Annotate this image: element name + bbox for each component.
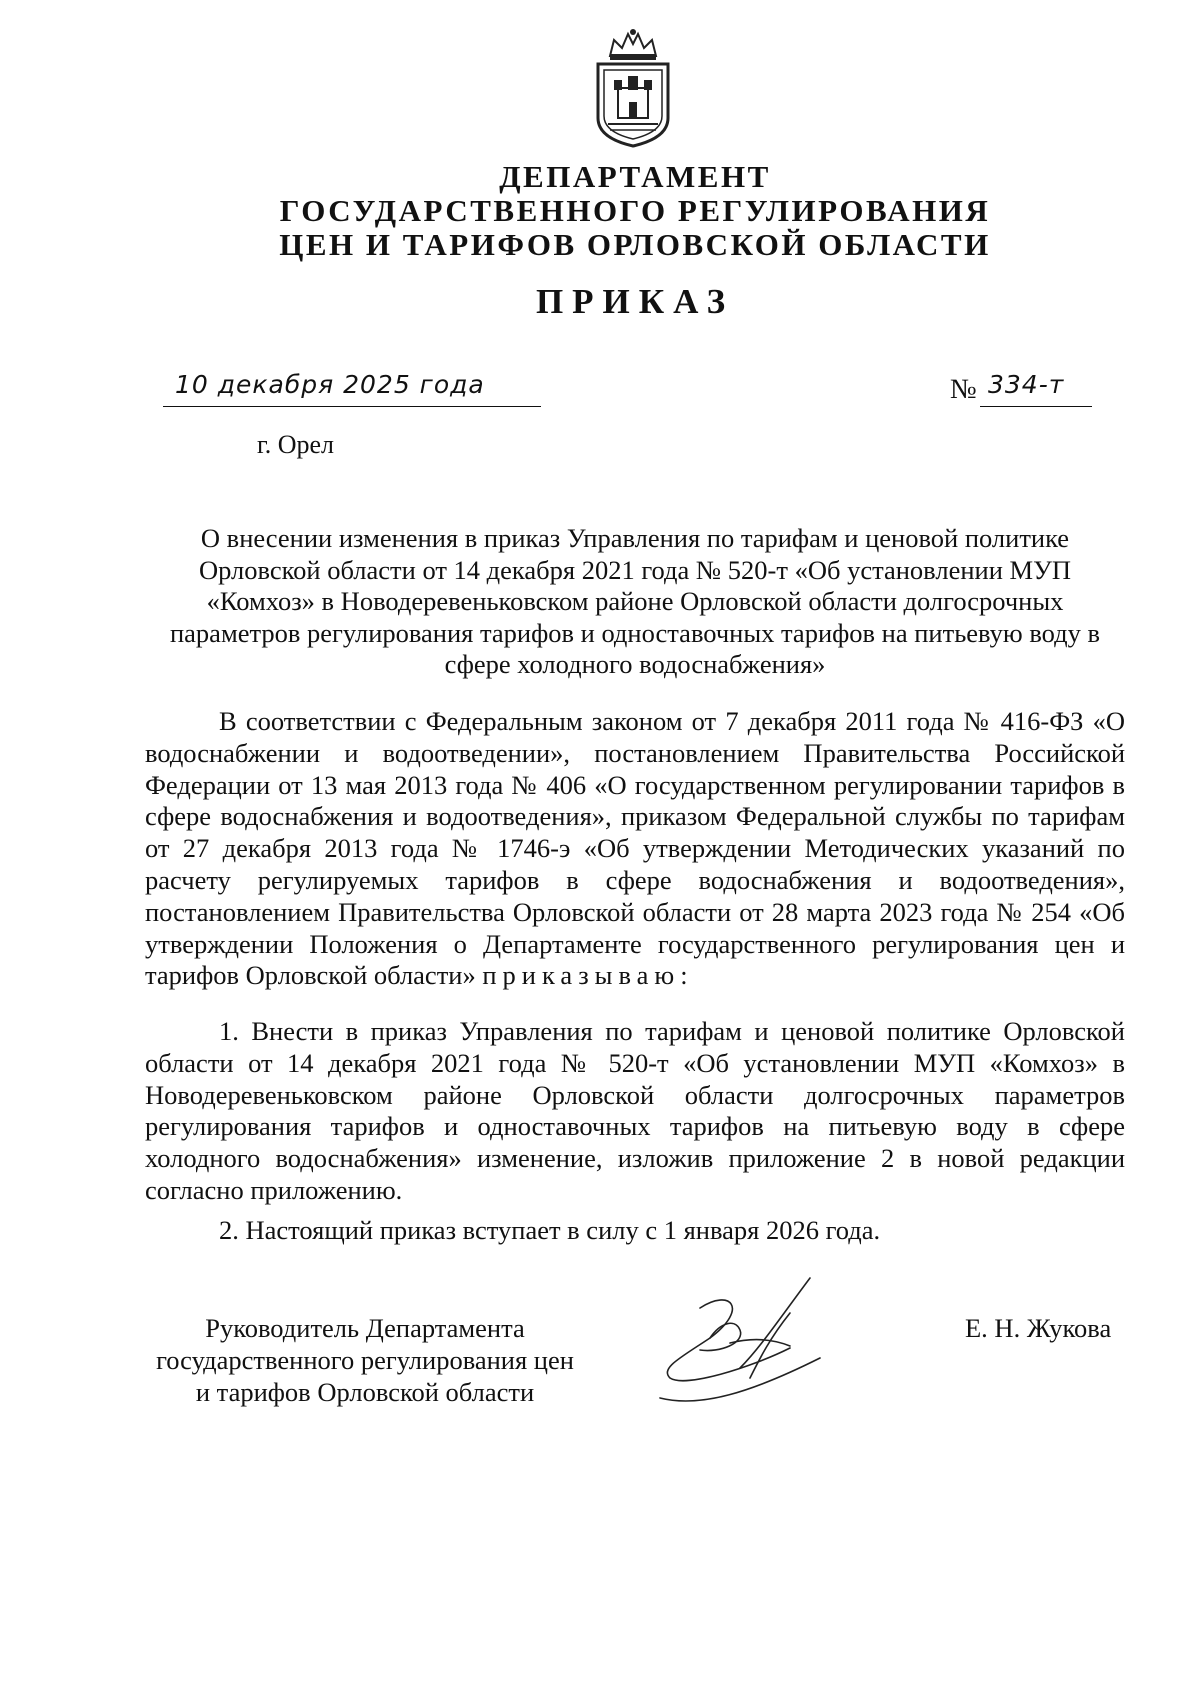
number-label: № — [950, 374, 977, 405]
city: г. Орел — [257, 430, 335, 459]
dept-line-3: ЦЕН И ТАРИФОВ ОРЛОВСКОЙ ОБЛАСТИ — [279, 227, 991, 262]
signatory-name: Е. Н. Жукова — [965, 1313, 1112, 1343]
position-line-2: государственного регулирования цен — [156, 1344, 574, 1375]
preamble-text: В соответствии с Федеральным законом от 7 декабря 2011 года № 416-ФЗ «О водоснабжении и водоотведении», постановлением Правительства Российской Федерации от 13 мая 2013 года № 406 «О государственном регулировании тарифов в сфере водоснабжения и водоотведения», приказом Федеральной службы по тарифам от 27 декабря 2013 года № 1746-э «Об утверждении Методических указаний по расчету регулируемых тарифов в сфере водоснабжения и водоотведения», постановлением Правительства Орловской области от 28 марта 2023 года № 254 «Об утверждении Положения о Департаменте государственного регулирования цен и тарифов Орловской области» — [145, 706, 1125, 991]
number-field — [980, 368, 1092, 407]
dept-line-2: ГОСУДАРСТВЕННОГО РЕГУЛИРОВАНИЯ — [279, 193, 991, 228]
coat-of-arms-icon — [588, 26, 678, 150]
position-line-3: и тарифов Орловской области — [195, 1376, 535, 1407]
dept-line-1: ДЕПАРТАМЕНТ — [499, 159, 771, 194]
preamble-paragraph — [145, 706, 1125, 992]
number-handwritten: 334-т — [988, 370, 1065, 399]
date-handwritten: 10 декабря 2025 года — [175, 370, 485, 399]
subject: О внесении изменения в приказ Управления по тарифам и ценовой политике Орловской области от 14 декабря 2021 года № 520-т «Об установлении МУП «Комхоз» в Новодеревеньковском районе Орловской области долгосрочных параметров регулирования тарифов и одноставочных тарифов на питьевую воду в сфере холодного водоснабжения» — [169, 523, 1101, 679]
document-title: ПРИКАЗ — [535, 282, 735, 321]
item-2: 2. Настоящий приказ вступает в силу с 1 января 2026 года. — [219, 1215, 881, 1245]
signatory-position — [140, 1313, 590, 1408]
date-field — [163, 368, 541, 407]
order-word: приказываю: — [482, 960, 694, 991]
department-name — [200, 160, 1070, 262]
item-1: 1. Внести в приказ Управления по тарифам и ценовой политике Орловской области от 14 декабря 2021 года № 520-т «Об установлении МУП «Комхоз» в Новодеревеньковском районе Орловской области долгосрочных параметров регулирования тарифов и одноставочных тарифов на питьевую воду в сфере холодного водоснабжения» изменение, изложив приложение 2 в новой редакции согласно приложению. — [145, 1016, 1125, 1205]
signature-icon — [640, 1268, 860, 1418]
position-line-1: Руководитель Департамента — [205, 1313, 525, 1343]
